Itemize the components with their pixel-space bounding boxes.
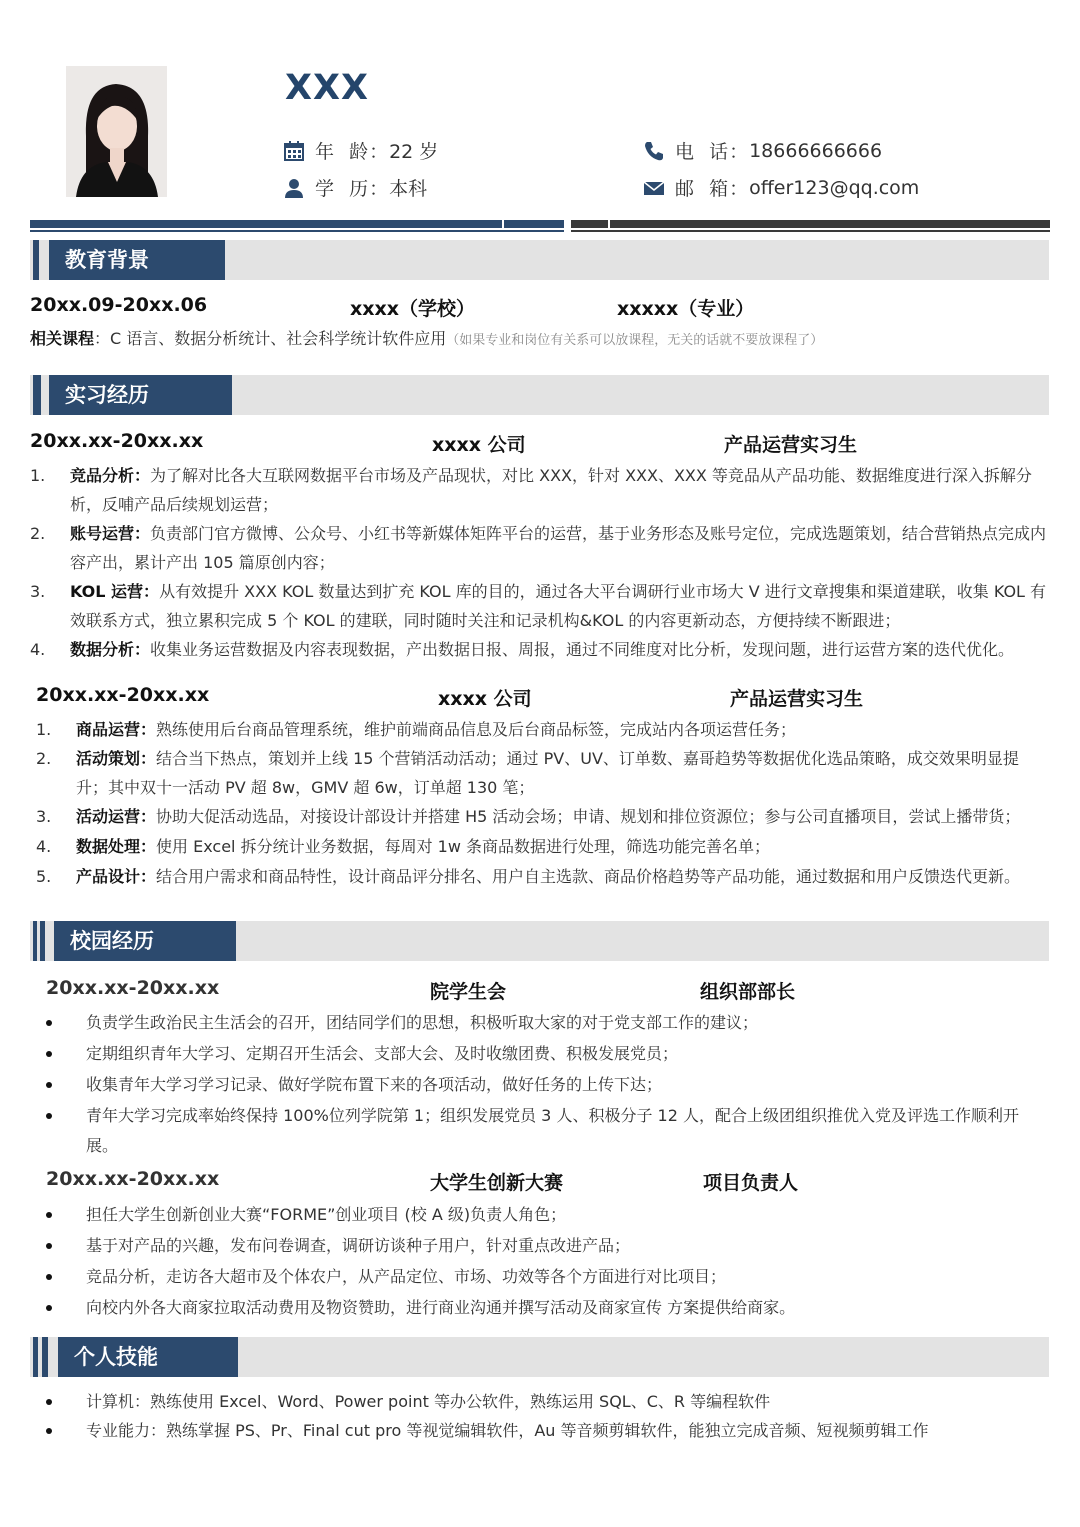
job-date: 20xx.xx-20xx.xx — [36, 684, 210, 706]
list-item: 计算机：熟练使用 Excel、Word、Power point 等办公软件，熟练运用 SQL、C、R 等编程软件 — [46, 1387, 1046, 1417]
edu-major: xxxxx（专业） — [617, 298, 755, 320]
calendar-icon — [283, 140, 305, 162]
email-label: 邮 箱： — [675, 178, 750, 200]
education-row — [283, 174, 427, 201]
section-title: 教育背景 — [49, 240, 225, 280]
job-company: xxxx 公司 — [438, 688, 532, 710]
edu-label: 学 历： — [315, 178, 390, 200]
mail-icon — [643, 177, 665, 199]
campus-date: 20xx.xx-20xx.xx — [46, 1168, 220, 1190]
email-value: offer123@qq.com — [749, 176, 920, 199]
age-row — [283, 137, 438, 164]
age-value: 22 岁 — [389, 141, 439, 163]
phone-label: 电 话： — [675, 141, 750, 163]
email-row — [643, 174, 919, 201]
section-campus — [30, 921, 1049, 961]
list-item: 1. 商品运营：熟练使用后台商品管理系统，维护前端商品信息及后台商品标签，完成站内各项运营任务； — [36, 720, 797, 739]
courses-label: 相关课程 — [30, 329, 95, 348]
list-item: 向校内外各大商家拉取活动费用及物资赞助，进行商业沟通并撰写活动及商家宣传 方案提供给商家。 — [46, 1293, 1046, 1323]
phone-value: 18666666666 — [749, 139, 883, 162]
list-item: 专业能力：熟练掌握 PS、Pr、Final cut pro 等视觉编辑软件，Au 等音频剪辑软件，能独立完成音频、短视频剪辑工作 — [46, 1416, 1046, 1446]
list-item: 担任大学生创新创业大赛“FORME”创业项目 (校 A 级)负责人角色； — [46, 1200, 1046, 1230]
job-date: 20xx.xx-20xx.xx — [30, 430, 204, 452]
section-title: 个人技能 — [58, 1337, 238, 1377]
campus-role: 组织部部长 — [700, 981, 796, 1003]
section-skills — [30, 1337, 1049, 1377]
section-internship — [30, 375, 1049, 415]
list-item: 4. 数据分析：收集业务运营数据及内容表现数据，产出数据日报、周报，通过不同维度对比分析，发现问题，进行运营方案的迭代优化。 — [30, 640, 1015, 659]
campus-org: 大学生创新大赛 — [430, 1172, 564, 1194]
list-item: 2. 账号运营：负责部门官方微博、公众号、小红书等新媒体矩阵平台的运营，基于业务形态及账号定位，完成选题策划，结合营销热点完成内容产出，累计产出 105 篇原创内容； — [30, 524, 1047, 572]
profile-photo — [66, 66, 167, 197]
edu-courses — [30, 324, 823, 355]
list-item: 4. 数据处理：使用 Excel 拆分统计业务数据，每周对 1w 条商品数据进行处理，筛选功能完善名单； — [36, 837, 771, 856]
candidate-name: XXX — [285, 68, 369, 108]
phone-row — [643, 137, 882, 164]
age-label: 年 龄： — [315, 141, 390, 163]
campus-date: 20xx.xx-20xx.xx — [46, 977, 220, 999]
header-divider — [30, 220, 1050, 232]
list-item: 收集青年大学习学习记录、做好学院布置下来的各项活动，做好任务的上传下达； — [46, 1070, 1046, 1100]
courses-hint: （如果专业和岗位有关系可以放课程，无关的话就不要放课程了） — [446, 333, 824, 348]
job-role: 产品运营实习生 — [724, 434, 858, 456]
list-item: 基于对产品的兴趣，发布问卷调查，调研访谈种子用户，针对重点改进产品； — [46, 1231, 1046, 1261]
phone-icon — [643, 140, 665, 162]
list-item: 青年大学习完成率始终保持 100%位列学院第 1；组织发展党员 3 人、积极分子 12 人，配合上级团组织推优入党及评选工作顺利开展。 — [46, 1101, 1046, 1161]
job-company: xxxx 公司 — [432, 434, 526, 456]
list-item: 3. KOL 运营：从有效提升 XXX KOL 数量达到扩充 KOL 库的目的，通过各大平台调研行业市场大 V 进行文章搜集和渠道建联，收集 KOL 有效联系方式，独立累积完成 5 个 KOL 的建联，同时随时关注和记录机构&KOL 的内容更新动态，方便持续不断跟进； — [30, 582, 1047, 630]
list-item: 负责学生政治民主生活会的召开，团结同学们的思想，积极听取大家的对于党支部工作的建议； — [46, 1008, 1046, 1038]
edu-date: 20xx.09-20xx.06 — [30, 294, 208, 316]
list-item: 1. 竞品分析：为了解对比各大互联网数据平台市场及产品现状，对比 XXX，针对 XXX、XXX 等竞品从产品功能、数据维度进行深入拆解分析，反哺产品后续规划运营； — [30, 466, 1032, 514]
list-item: 竞品分析，走访各大超市及个体农户，从产品定位、市场、功效等各个方面进行对比项目； — [46, 1262, 1046, 1292]
list-item: 定期组织青年大学习、定期召开生活会、支部大会、及时收缴团费、积极发展党员； — [46, 1039, 1046, 1069]
job-role: 产品运营实习生 — [730, 688, 864, 710]
edu-value: 本科 — [389, 178, 428, 200]
section-title: 实习经历 — [49, 375, 232, 415]
list-item: 2. 活动策划：结合当下热点，策划并上线 15 个营销活动活动；通过 PV、UV、订单数、嘉哥趋势等数据优化选品策略，成交效果明显提升；其中双十一活动 PV 超 8w，GMV 超 6w，订单超 130 笔； — [36, 749, 1019, 797]
campus-org: 院学生会 — [430, 981, 507, 1003]
section-education — [30, 240, 1049, 280]
campus-role: 项目负责人 — [703, 1172, 799, 1194]
edu-school: xxxx（学校） — [350, 298, 476, 320]
courses-text: ：C 语言、数据分析统计、社会科学统计软件应用 — [94, 329, 447, 348]
list-item: 3. 活动运营：协助大促活动选品，对接设计部设计并搭建 H5 活动会场；申请、规划和排位资源位；参与公司直播项目，尝试上播带货； — [36, 807, 1021, 826]
user-icon — [283, 177, 305, 199]
list-item: 5. 产品设计：结合用户需求和商品特性，设计商品评分排名、用户自主选款、商品价格趋势等产品功能，通过数据和用户反馈迭代更新。 — [36, 867, 1021, 886]
section-title: 校园经历 — [54, 921, 236, 961]
